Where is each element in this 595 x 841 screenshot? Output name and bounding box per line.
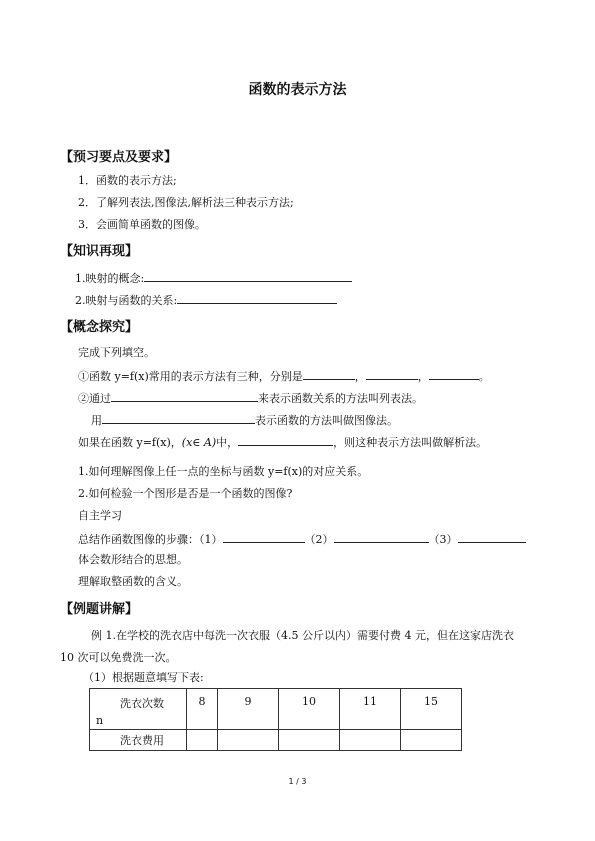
col-value: 9: [244, 695, 252, 708]
question-2: 2.如何检验一个图形是否是一个函数的图像?: [78, 487, 293, 500]
blank-method-1[interactable]: [303, 368, 355, 380]
table-cell-input[interactable]: [340, 730, 401, 751]
graph-steps-3: （3）: [428, 533, 458, 546]
table-cell: [187, 689, 218, 730]
math-x-in-a: (x∈ A): [181, 436, 217, 449]
section-heading-concept: 【概念探究】: [60, 320, 139, 335]
concept-line-2-post: 来表示函数关系的方法叫列表法。: [258, 392, 423, 405]
example-1-line-1: 例 1.在学校的洗衣店中每洗一次衣服（4.5 公斤以内）需要付费 4 元，但在这家店洗衣: [91, 629, 514, 642]
table-cell: [401, 689, 462, 730]
table-header-count: [90, 689, 187, 730]
concept-line-3-pre: 用: [91, 414, 102, 427]
concept-line-2-pre: ②通过: [78, 392, 111, 405]
self-study-label: 自主学习: [78, 509, 122, 522]
blank-step-3[interactable]: [458, 531, 526, 543]
graph-steps-line: [78, 531, 526, 547]
example-1-question: （1）根据题意填写下表:: [83, 671, 204, 684]
table-cell: [340, 689, 401, 730]
table-cell-input[interactable]: [279, 730, 340, 751]
page-title: 函数的表示方法: [248, 82, 347, 98]
concept-line-1-text: ①函数 y=f(x)常用的表示方法有三种，分别是: [78, 370, 303, 383]
concept-line-1: [78, 368, 490, 384]
col-value: 15: [424, 695, 438, 708]
table-row: [90, 689, 462, 730]
table-cell-input[interactable]: [401, 730, 462, 751]
concept-line-3: [91, 412, 398, 428]
blank-method-2[interactable]: [366, 368, 418, 380]
blank-mapping-function[interactable]: [177, 292, 337, 304]
table-cell: [218, 689, 279, 730]
blank-analytic-method[interactable]: [238, 434, 333, 446]
table-row: [90, 730, 462, 751]
knowledge-item-1: [75, 270, 352, 286]
question-1: 1.如何理解图像上任一点的坐标与函数 y=f(x)的对应关系。: [78, 465, 369, 478]
blank-step-2[interactable]: [334, 531, 429, 543]
washing-table: [89, 688, 462, 751]
section-heading-preview: 【预习要点及要求】: [60, 150, 178, 165]
graph-steps-2: （2）: [304, 533, 334, 546]
example-1-line-2: 10 次可以免费洗一次。: [60, 651, 177, 664]
comma-2: ，: [417, 370, 429, 383]
concept-line-4-post: ，则这种表示方法叫做解析法。: [333, 436, 488, 449]
table-header-cost: [90, 730, 187, 751]
knowledge-item-1-label: 1.映射的概念:: [75, 272, 145, 285]
table-cell-input[interactable]: [187, 730, 218, 751]
concept-line-2: [78, 390, 423, 406]
blank-graph-method[interactable]: [102, 412, 255, 424]
round-function-meaning: 理解取整函数的含义。: [78, 575, 188, 588]
graph-steps-pre: 总结作函数图像的步骤：（1）: [78, 533, 223, 546]
period-1: 。: [478, 370, 490, 383]
blank-method-3[interactable]: [429, 368, 479, 380]
preview-item-3: 3．会画简单函数的图像。: [78, 218, 206, 231]
number-shape-idea: 体会数形结合的思想。: [78, 553, 188, 566]
concept-intro: 完成下列填空。: [78, 346, 155, 359]
page-number: 1 / 3: [288, 777, 307, 786]
col-value: 8: [198, 695, 206, 708]
col-value: 10: [302, 695, 316, 708]
header-cost-label: 洗衣费用: [120, 734, 164, 747]
concept-line-4-mid: 中，: [216, 436, 239, 449]
col-value: 11: [363, 695, 377, 708]
comma-1: ，: [354, 370, 366, 383]
preview-item-1: 1．函数的表示方法;: [78, 174, 177, 187]
preview-item-2: 2．了解列表法,图像法,解析法三种表示方法;: [78, 196, 294, 209]
blank-step-1[interactable]: [223, 531, 305, 543]
section-heading-examples: 【例题讲解】: [60, 602, 139, 617]
concept-line-4-pre: 如果在函数 y=f(x)，: [78, 436, 182, 449]
blank-mapping-concept[interactable]: [144, 270, 352, 282]
blank-table-method[interactable]: [111, 390, 258, 402]
concept-line-3-post: 表示函数的方法叫做图像法。: [255, 414, 398, 427]
knowledge-item-2-label: 2.映射与函数的关系:: [75, 294, 178, 307]
header-count-variable: n: [96, 714, 104, 727]
table-cell-input[interactable]: [218, 730, 279, 751]
header-count-label: 洗衣次数: [120, 697, 164, 710]
section-heading-knowledge: 【知识再现】: [60, 244, 139, 259]
table-cell: [279, 689, 340, 730]
knowledge-item-2: [75, 292, 337, 308]
concept-line-4: [78, 434, 487, 450]
